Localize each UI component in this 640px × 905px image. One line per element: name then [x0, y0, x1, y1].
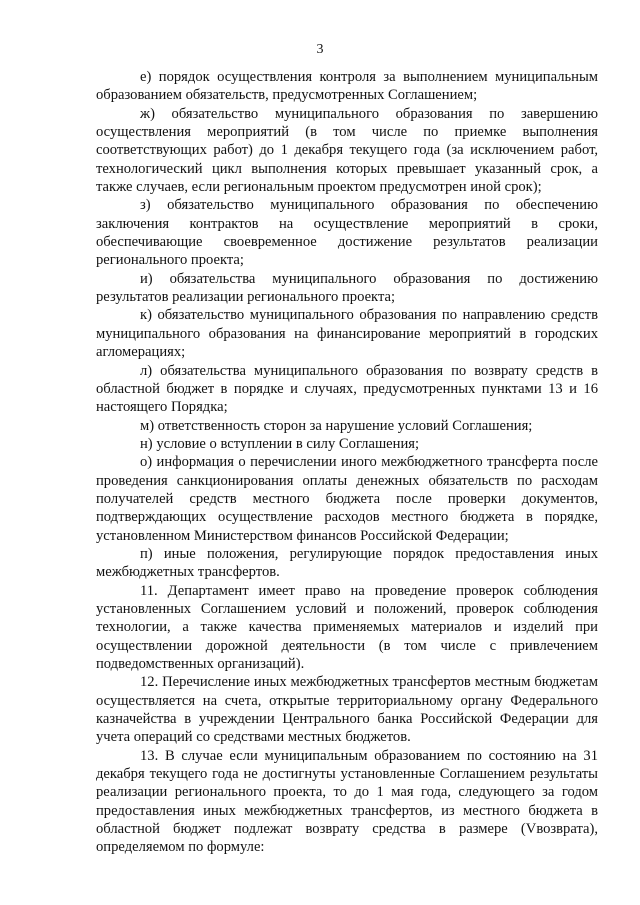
paragraph-k: к) обязательство муниципального образования по направлению средств муниципального образования на финансирование мероприятий в городских агломерациях;	[96, 307, 598, 361]
page-number: 3	[316, 42, 324, 57]
paragraph-e: е) порядок осуществления контроля за выполнением муниципальным образованием обязательств, предусмотренных Соглашением;	[96, 69, 598, 104]
paragraph-z: з) обязательство муниципального образования по обеспечению заключения контрактов на осуществление мероприятий в сроки, обеспечивающие своевременное достижение результатов реализации регионального проекта;	[96, 197, 598, 269]
document-body	[96, 68, 598, 857]
paragraph-i: и) обязательства муниципального образования по достижению результатов реализации регионального проекта;	[96, 270, 598, 306]
paragraph-zh: ж) обязательство муниципального образования по завершению осуществления мероприятий (в том числе по приемке выполнения соответствующих работ) до 1 декабря текущего года (за исключением работ, технологический цикл выполнения которых превышает указанный срок, а также случаев, если региональным проектом предусмотрен иной срок);	[96, 105, 598, 196]
paragraph-n: н) условие о вступлении в силу Соглашения;	[140, 435, 420, 452]
clause-13: 13. В случае если муниципальным образованием по состоянию на 31 декабря текущего года не достигнуты установленные Соглашением результаты реализации регионального проекта, то до 1 мая года, следующего за годом предоставления иных межбюджетных трансфертов, из местного бюджета в областной бюджет подлежат возврату средства в размере (Vвозврата), определяемом по формуле:	[96, 747, 598, 856]
paragraph-l: л) обязательства муниципального образования по возврату средств в областной бюджет в порядке и случаях, предусмотренных пунктами 13 и 16 настоящего Порядка;	[96, 362, 598, 416]
paragraph-o: о) информация о перечислении иного межбюджетного трансферта после проведения санкционирования оплаты денежных обязательств по расходам получателей средств местного бюджета после проверки документов, подтверждающих осуществление расходов местного бюджета в порядке, установленном Министерством финансов Российской Федерации;	[96, 454, 598, 544]
paragraph-p: п) иные положения, регулирующие порядок предоставления иных межбюджетных трансфертов.	[96, 545, 598, 581]
clause-12: 12. Перечисление иных межбюджетных трансфертов местным бюджетам осуществляется на счета, открытые территориальному органу Федерального казначейства в учреждении Центрального банка Российской Федерации для учета операций со средствами местных бюджетов.	[96, 674, 598, 746]
paragraph-m: м) ответственность сторон за нарушение условий Соглашения;	[140, 417, 533, 434]
clause-11: 11. Департамент имеет право на проведение проверок соблюдения установленных Соглашением условий и положений, проверок соблюдения технологии, а также качества применяемых материалов и изделий при осуществлении дорожной деятельности (в том числе с привлечением подведомственных организаций).	[96, 582, 598, 672]
